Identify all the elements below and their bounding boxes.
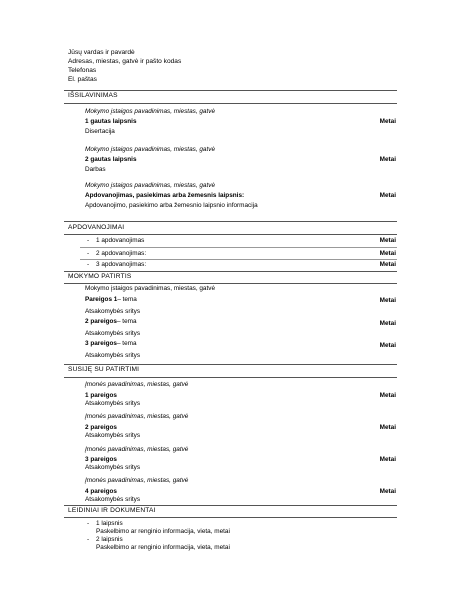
award-year: Metai [379, 237, 396, 244]
divider [64, 377, 397, 378]
teaching-position: Pareigos 1 [85, 296, 118, 303]
divider [64, 221, 397, 222]
related-heading: SUSIJĘ SU PATIRTIMI [68, 366, 140, 373]
related-duties: Atsakomybės sritys [85, 496, 141, 503]
related-year: Metai [379, 488, 396, 495]
divider [64, 517, 397, 518]
teaching-institution: Mokymo įstaigos pavadinimas, miestas, gatvė [85, 285, 215, 292]
education-detail: Darbas [85, 166, 106, 173]
education-detail: Disertacija [85, 128, 115, 135]
related-year: Metai [379, 456, 396, 463]
publication-info: Paskelbimo ar renginio informacija, vieta, metai [96, 544, 230, 551]
related-position: 2 pareigos [85, 424, 117, 431]
education-heading: IŠSILAVINIMAS [68, 92, 118, 99]
contact-address: Adresas, miestas, gatvė ir pašto kodas [68, 58, 182, 65]
related-company: Įmonės pavadinimas, miestas, gatvė [85, 413, 189, 420]
related-position: 1 pareigos [85, 392, 117, 399]
education-institution: Mokymo įstaigos pavadinimas, miestas, gatvė [85, 182, 215, 189]
divider [64, 505, 397, 506]
divider [64, 364, 397, 365]
teaching-position: 3 pareigos [85, 340, 117, 347]
bullet-dash: - [87, 520, 90, 527]
teaching-duties: Atsakomybės sritys [85, 330, 141, 337]
education-year: Metai [379, 156, 396, 163]
teaching-year: Metai [379, 320, 396, 327]
related-company: Įmonės pavadinimas, miestas, gatvė [85, 446, 189, 453]
related-position: 3 pareigos [85, 456, 117, 463]
education-degree: 2 gautas laipsnis [85, 156, 137, 163]
bullet-dash: - [87, 250, 90, 257]
award-label: 3 apdovanojimas: [96, 261, 147, 268]
education-detail: Apdovanojimo, pasiekimo arba žemesnio laipsnio informacija [85, 202, 258, 209]
divider [64, 283, 397, 284]
teaching-topic: – tema [116, 340, 137, 347]
related-duties: Atsakomybės sritys [85, 464, 141, 471]
teaching-position: 2 pareigos [85, 318, 117, 325]
divider [64, 90, 397, 91]
related-duties: Atsakomybės sritys [85, 400, 141, 407]
related-year: Metai [379, 424, 396, 431]
education-year: Metai [379, 118, 396, 125]
teaching-duties: Atsakomybės sritys [85, 352, 141, 359]
publication-info: Paskelbimo ar renginio informacija, vieta, metai [96, 528, 230, 535]
teaching-year: Metai [379, 342, 396, 349]
bullet-dash: - [87, 237, 90, 244]
contact-email: El. paštas [68, 76, 97, 83]
divider [80, 247, 397, 248]
divider [64, 271, 397, 272]
education-institution: Mokymo įstaigos pavadinimas, miestas, gatvė [85, 108, 215, 115]
divider [80, 259, 397, 260]
bullet-dash: - [87, 261, 90, 268]
bullet-dash: - [87, 536, 90, 543]
teaching-duties: Atsakomybės sritys [85, 308, 141, 315]
teaching-position-line [85, 318, 137, 326]
related-position: 4 pareigos [85, 488, 117, 495]
contact-block [68, 48, 181, 84]
teaching-position-line [85, 340, 137, 348]
related-company: Įmonės pavadinimas, miestas, gatvė [85, 477, 189, 484]
publication-title: 2 laipsnis [96, 536, 123, 543]
publication-title: 1 laipsnis [96, 520, 123, 527]
publications-heading: LEIDINIAI IR DOKUMENTAI [68, 507, 156, 514]
awards-heading: APDOVANOJIMAI [68, 224, 125, 231]
teaching-topic: – tema [117, 296, 137, 303]
contact-name: Jūsų vardas ir pavardė [68, 49, 135, 56]
award-year: Metai [379, 250, 396, 257]
education-institution: Mokymo įstaigos pavadinimas, miestas, gatvė [85, 146, 215, 153]
education-degree: Apdovanojimas, pasiekimas arba žemesnis laipsnis: [85, 192, 245, 199]
teaching-position-line [85, 296, 137, 304]
divider [64, 234, 397, 235]
related-company: Įmonės pavadinimas, miestas, gatvė [85, 381, 189, 388]
education-year: Metai [379, 192, 396, 199]
related-duties: Atsakomybės sritys [85, 432, 141, 439]
education-degree: 1 gautas laipsnis [85, 118, 137, 125]
teaching-year: Metai [379, 297, 396, 304]
related-year: Metai [379, 392, 396, 399]
teaching-heading: MOKYMO PATIRTIS [68, 273, 132, 280]
award-year: Metai [379, 261, 396, 268]
award-label: 2 apdovanojimas: [96, 250, 147, 257]
teaching-topic: – tema [116, 318, 137, 325]
contact-phone: Telefonas [68, 67, 97, 74]
award-label: 1 apdovanojimas [96, 237, 145, 244]
divider [64, 103, 397, 104]
